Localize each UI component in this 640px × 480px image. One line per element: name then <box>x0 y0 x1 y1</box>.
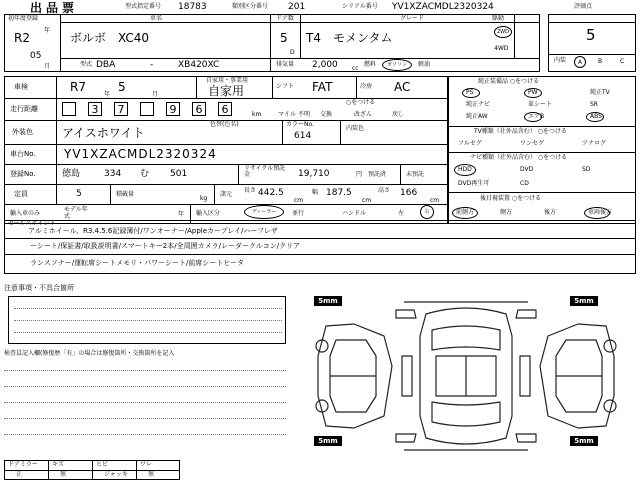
navi-item: HDD <box>458 166 472 173</box>
exterior-color: アイスホワイト <box>62 126 145 140</box>
handle-right: 右 <box>420 205 434 219</box>
legend-header: ヒビ <box>96 461 109 468</box>
back-monitor-item: 車両後方 <box>588 209 613 216</box>
scale-top-right: 5mm <box>570 296 598 306</box>
selected-mark <box>584 207 613 219</box>
equipment-panel <box>448 76 636 224</box>
color-number: 614 <box>294 131 312 141</box>
navi-item: DVD <box>520 166 534 173</box>
height: 166 <box>400 188 418 198</box>
equipment-item: 純正AW <box>466 113 488 120</box>
equipment-item: PW <box>528 89 538 96</box>
selected-mark <box>462 88 480 98</box>
sales-point-line-2: ーシート/保証書/取扱説明書/スマートキー2本/全周囲カメラ/レーダークルコン/クリア <box>30 242 301 250</box>
mileage-digit <box>62 102 76 116</box>
navi-item: DVD再生可 <box>458 180 490 187</box>
model-cert-label: 型式指定番号 <box>125 3 162 10</box>
displacement: 2,000 <box>312 60 338 70</box>
tv-item: ワンセグ <box>520 140 545 147</box>
selected-mark <box>524 112 545 122</box>
back-monitor-item: 前側方 <box>456 209 475 216</box>
inner-a: A <box>574 56 586 68</box>
navi-item: CD <box>520 180 529 187</box>
doors: 5 <box>280 31 288 45</box>
drive-2wd: 2WD <box>494 26 512 38</box>
equipment-item: SR <box>590 101 598 108</box>
model-prefix: DBA <box>96 60 116 70</box>
sales-point-line-3: ランスソナー/運転席シートメモリ・パワーシート/前席シートヒータ <box>30 259 245 267</box>
class-no: 201 <box>288 2 306 12</box>
legend-value: 無 <box>148 471 155 478</box>
equipment-item: 純正ナビ <box>466 101 491 108</box>
tv-item: アナログ <box>582 140 607 147</box>
equipment-item: エアB <box>528 113 545 120</box>
sales-point-line-1: アルミホイール、R3.4.5.6記録簿付/ワンオーナー/Appleカープレイ/ハーフレザ <box>28 227 278 235</box>
ac-type: AC <box>394 80 411 94</box>
mileage-digit: 3 <box>88 102 102 116</box>
equipment-item: PS <box>466 89 474 96</box>
plate-number: 501 <box>170 169 188 179</box>
equipment-item: 革シート <box>528 101 553 108</box>
model-cert-no: 18783 <box>178 2 207 12</box>
mileage-digit: 6 <box>192 102 206 116</box>
scale-bottom-right: 5mm <box>570 436 598 446</box>
tv-item: フルセグ <box>458 140 482 147</box>
legend-header: ワレ <box>140 461 153 468</box>
scale-top-left: 5mm <box>314 296 342 306</box>
sheet-title: 出品票 <box>30 1 79 15</box>
equipment-item: 純正TV <box>590 89 610 96</box>
notes-label: 注意事項・不具合箇所 <box>4 284 74 292</box>
selected-mark <box>586 112 604 122</box>
grade: T4 モメンタム <box>306 31 393 45</box>
length: 442.5 <box>258 188 284 198</box>
legend-value: 無 <box>60 471 67 478</box>
width: 187.5 <box>326 188 352 198</box>
plate-region: 徳島 <box>62 169 81 179</box>
shift-type: FAT <box>312 80 333 94</box>
scale-bottom-left: 5mm <box>314 436 342 446</box>
repair-label: 検査員記入欄(修復歴「有」の場合は修復箇所・交換箇所を記入 <box>4 350 175 357</box>
serial-no: YV1XZACMDL2320324 <box>392 2 494 12</box>
legend-value: 正 <box>16 471 23 478</box>
mileage-digit: 7 <box>114 102 128 116</box>
plate-kana: む <box>140 169 150 179</box>
legend-header: ドアミラー <box>8 461 38 468</box>
car-damage-diagram <box>296 296 636 456</box>
back-monitor-item: 後方 <box>544 209 557 216</box>
mileage-digit: 6 <box>218 102 232 116</box>
navi-item: SD <box>582 166 591 173</box>
back-monitor-item: 側方 <box>500 209 513 216</box>
first-reg-month: 05 <box>30 51 42 61</box>
plate-class: 334 <box>104 169 122 179</box>
first-reg-era: R2 <box>14 31 30 45</box>
capacity: 5 <box>76 189 82 199</box>
serial-label: シリアル番号 <box>342 3 378 10</box>
import-dealer: ディーラー <box>244 205 284 219</box>
recycle-fee: 19,710 <box>298 169 330 179</box>
mileage-digit <box>140 102 154 116</box>
legend-header: キズ <box>52 461 64 468</box>
usage-type: 自家用 <box>208 84 245 98</box>
equipment-item: ABS <box>590 113 602 120</box>
mileage-digit: 9 <box>166 102 180 116</box>
model-code: XB420XC <box>178 60 220 70</box>
legend-value: ジャッキ <box>104 471 128 478</box>
fuel-gasoline: ガソリン <box>382 59 412 71</box>
chassis-number: YV1XZACMDL2320324 <box>64 147 217 161</box>
selected-mark <box>524 88 542 98</box>
inspection-era: R7 <box>70 80 86 94</box>
selected-mark <box>454 164 476 176</box>
car-name: ボルボ XC40 <box>70 31 149 45</box>
selected-mark <box>452 207 478 219</box>
first-reg-label: 初年度登録 <box>8 15 39 22</box>
class-label: 類別区分番号 <box>232 3 269 10</box>
score-value: 5 <box>586 26 596 44</box>
inspection-month: 5 <box>118 80 126 94</box>
